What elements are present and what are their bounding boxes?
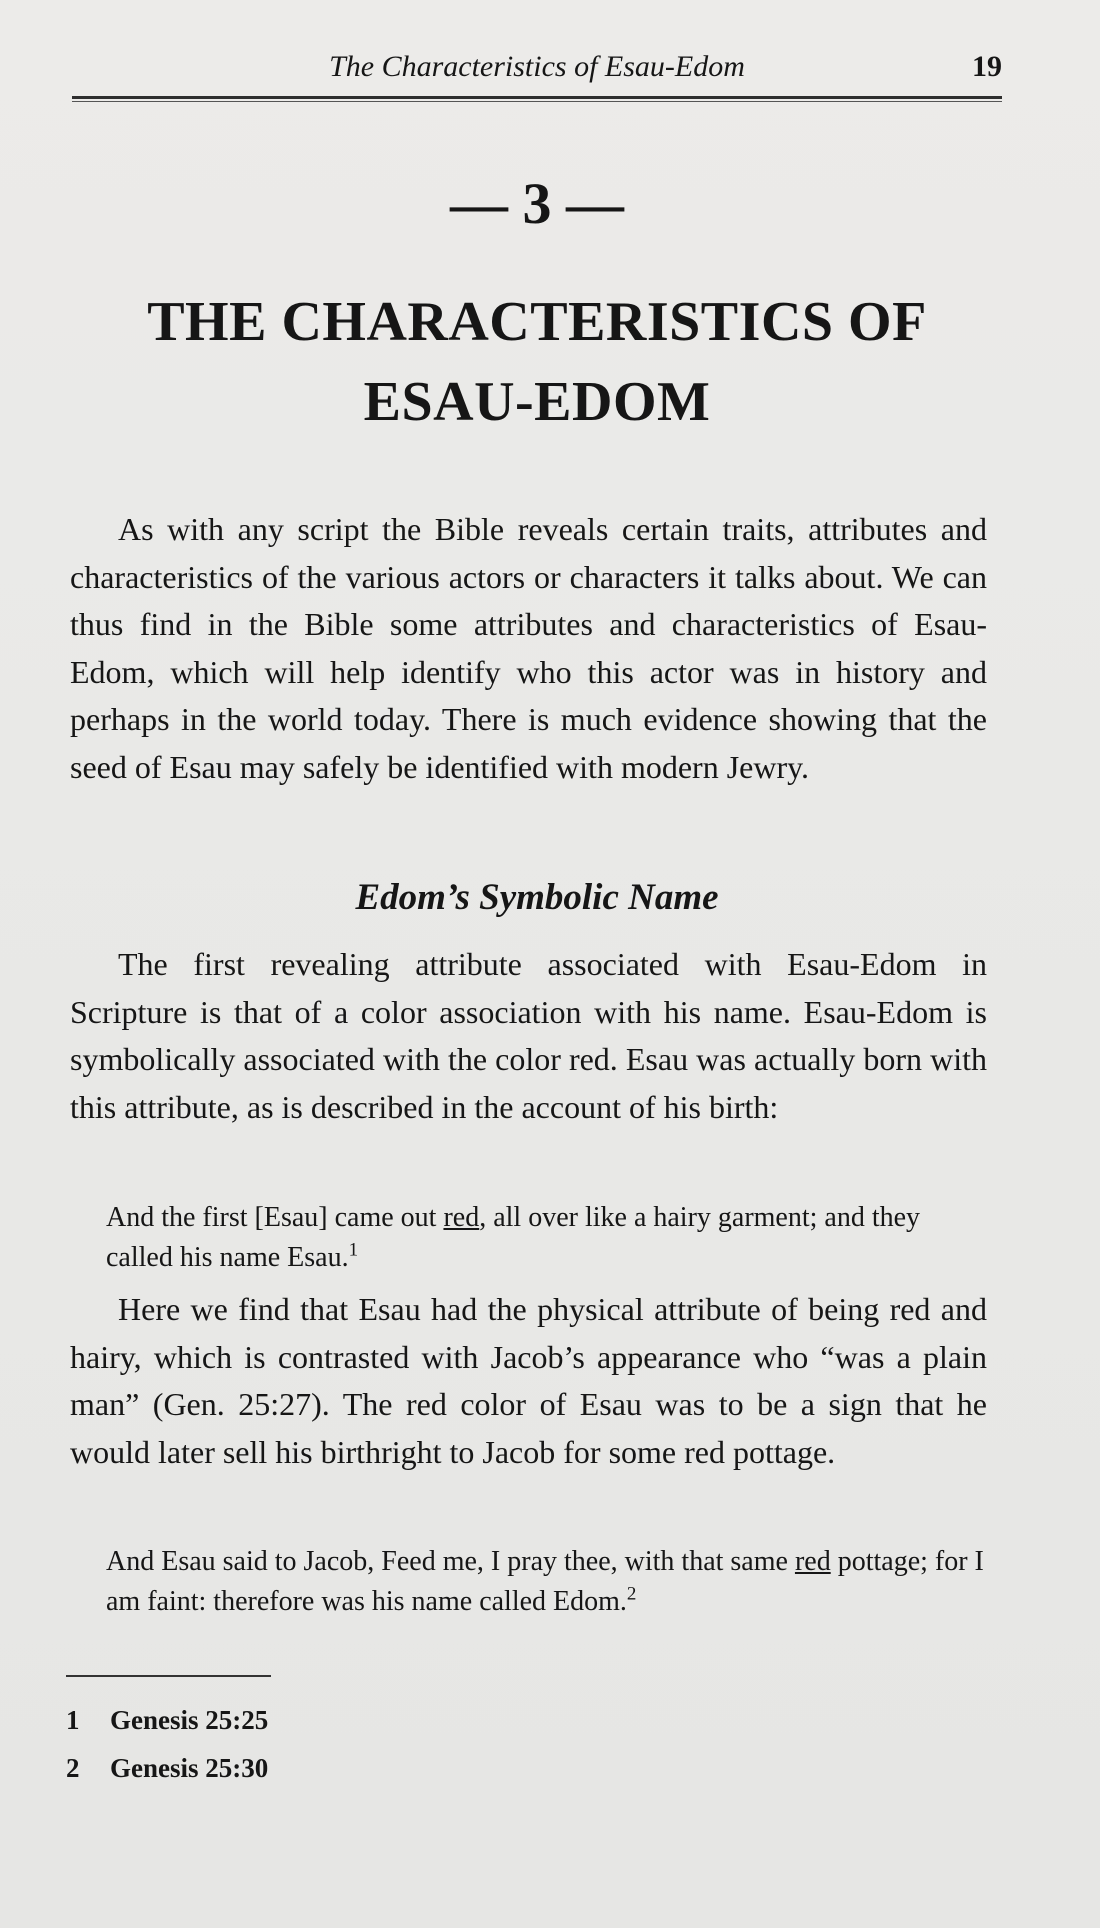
header-rule [72,96,1002,102]
chapter-title [72,282,1002,442]
quote-2-text-after: pottage; for I am faint: therefore was his name called Edom. [106,1546,984,1617]
intro-paragraph: As with any script the Bible reveals certain traits, attributes and characteristics of the various actors or characters it talks about. We can thus find in the Bible some attributes and characteristics of Esau-Edom, which will help identify who this actor was in history and perhaps in the world today. There is much evidence showing that the seed of Esau may safely be identified with modern Jewry. [70,511,987,785]
quote-2-underlined-word: red [794,1546,831,1577]
running-header [72,44,1002,88]
chapter-title-line-1: THE CHARACTERISTICS OF [147,291,927,353]
footnote-2 [66,1753,268,1784]
footnote-1 [66,1705,268,1736]
section-paragraph-1: The first revealing attribute associated with Esau-Edom in Scripture is that of a color association with his name. Esau-Edom is symbolically associated with the color red. Esau was actually born with this attribute, as is described in the account of his birth: [70,946,987,1125]
quote-1-text-before: And the first [Esau] came out [106,1202,444,1233]
section-paragraph-2-block [70,1286,987,1476]
footnote-1-text: Genesis 25:25 [110,1705,269,1735]
section-heading: Edom’s Symbolic Name [355,877,719,918]
scripture-quote-1 [106,1198,986,1278]
page-number: 19 [972,50,1002,83]
footnote-ref-2: 2 [626,1583,637,1605]
footnote-2-number: 2 [66,1753,80,1783]
chapter-number: — 3 — [450,171,624,236]
footnote-rule [66,1675,271,1677]
quote-1-underlined-word: red [443,1202,480,1233]
section-paragraph-1-block [70,941,987,1131]
section-paragraph-2: Here we find that Esau had the physical attribute of being red and hairy, which is contrasted with Jacob’s appearance who “was a plain man” (Gen. 25:27). The red color of Esau was to be a sign that he would later sell his birthright to Jacob for some red pottage. [70,1291,987,1470]
running-title: The Characteristics of Esau-Edom [329,50,745,83]
quote-2-text-before: And Esau said to Jacob, Feed me, I pray thee, with that same [106,1546,795,1577]
scripture-quote-2 [106,1542,986,1622]
footnote-ref-1: 1 [348,1239,359,1261]
footnote-1-number: 1 [66,1705,80,1735]
chapter-title-line-2: ESAU-EDOM [363,371,711,433]
footnote-2-text: Genesis 25:30 [110,1753,269,1783]
intro-paragraph-block [70,506,987,791]
quote-1-text-after: , all over like a hairy garment; and they called his name Esau. [106,1202,921,1273]
